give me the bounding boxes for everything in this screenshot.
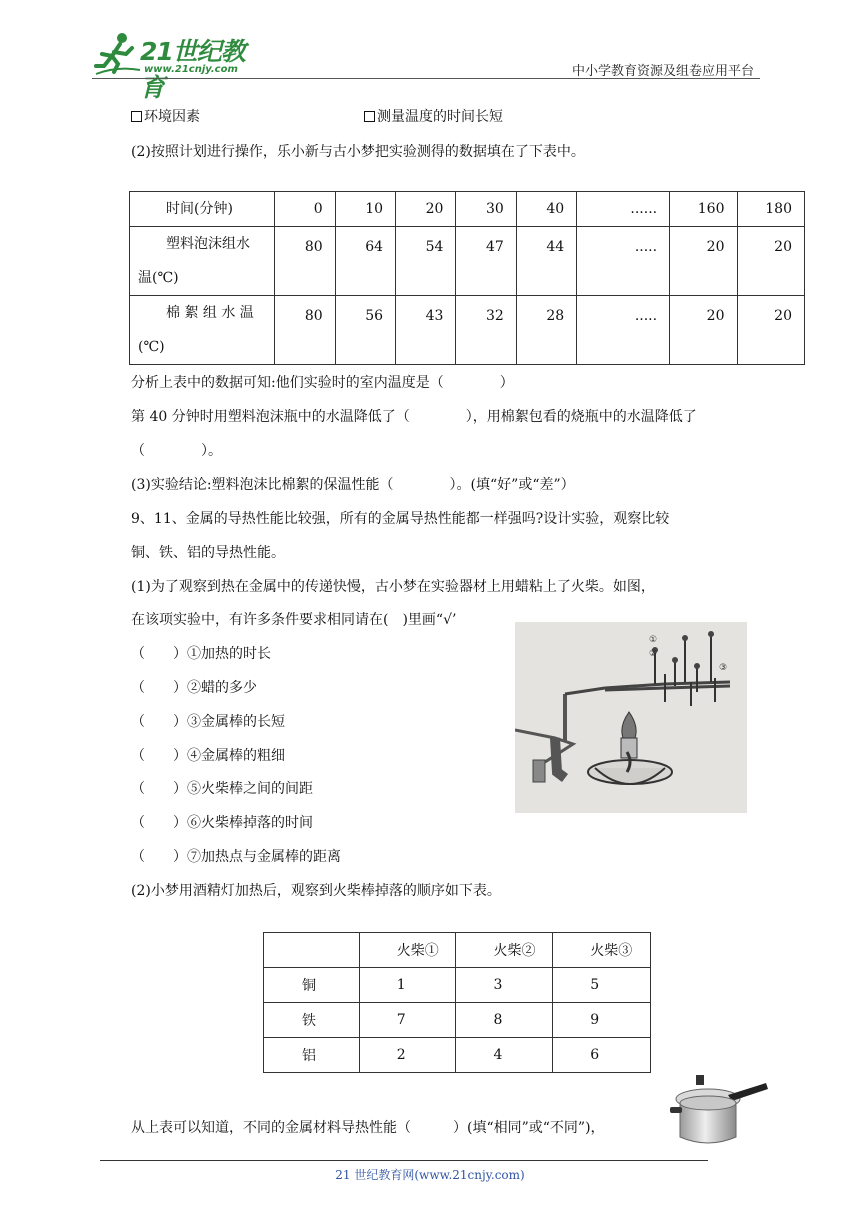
table-row	[130, 192, 805, 227]
experiment-photo	[515, 622, 747, 813]
table-header-cell: 火柴②	[456, 933, 553, 968]
q9-1-line1: (1)为了观察到热在金属中的传递快慢，古小梦在实验器材上用蜡粘上了火柴。如图，	[131, 579, 655, 595]
table-cell: 6	[553, 1038, 651, 1073]
table-row	[264, 968, 651, 1003]
condition-item: （ ）①加热的时长	[131, 646, 271, 662]
table-cell: ......	[577, 192, 670, 227]
checkbox-icon	[364, 111, 375, 122]
foam-row-label	[130, 227, 275, 296]
table-cell: 28	[516, 296, 576, 365]
table-cell: 8	[456, 1003, 553, 1038]
table-cell: 32	[456, 296, 516, 365]
pressure-cooker-icon	[668, 1073, 770, 1153]
table-cell: 54	[396, 227, 456, 296]
table-cell: 44	[516, 227, 576, 296]
table-row	[130, 227, 805, 296]
table-cell: 160	[670, 192, 737, 227]
analysis-room-temp: 分析上表中的数据可知:他们实验时的室内温度是（ ）	[131, 375, 514, 391]
q9-line1: 9、11、金属的导热性能比较强，所有的金属导热性能都一样强吗?设计实验，观察比较	[131, 511, 670, 527]
condition-item: （ ）④金属棒的粗细	[131, 748, 285, 764]
q9-1-line2: 在该项实验中，有许多条件要求相同请在( )里画“√’	[131, 612, 457, 628]
checkbox-icon	[131, 111, 142, 122]
metal-label: 铁	[264, 1003, 360, 1038]
table-cell: 20	[396, 192, 456, 227]
table-cell: 47	[456, 227, 516, 296]
table-cell: .....	[577, 296, 670, 365]
q9-2-intro: (2)小梦用酒精灯加热后，观察到火柴棒掉落的顺序如下表。	[131, 883, 501, 899]
table-cell: 40	[516, 192, 576, 227]
table-cell: 10	[335, 192, 395, 227]
cotton-row-label	[130, 296, 275, 365]
table-cell	[264, 933, 360, 968]
table-cell: 64	[335, 227, 395, 296]
conclusion: (3)实验结论:塑料泡沫比棉絮的保温性能（ ）。(填“好”或“差”）	[131, 477, 575, 493]
option-label: 测量温度的时间长短	[377, 109, 503, 125]
table-cell: 30	[456, 192, 516, 227]
condition-item: （ ）⑥火柴棒掉落的时间	[131, 815, 313, 831]
table-cell: 2	[359, 1038, 456, 1073]
logo-text: 21世纪教育	[140, 37, 245, 102]
metal-label: 铝	[264, 1038, 360, 1073]
option-label: 环境因素	[144, 109, 200, 125]
option-environment	[131, 106, 200, 126]
table-cell: 4	[456, 1038, 553, 1073]
table-header-cell: 火柴①	[359, 933, 456, 968]
cotton-label-line1: 棉 絮 组 水 温	[166, 305, 254, 321]
table-cell: 80	[275, 227, 335, 296]
foam-label-line2: 温(℃)	[138, 270, 179, 286]
footer-divider	[100, 1160, 708, 1161]
conclusion-different-metals: 从上表可以知道，不同的金属材料导热性能（ ）(填“相同”或“不同”)，	[131, 1120, 605, 1136]
site-logo	[92, 30, 267, 102]
table-cell: 1	[359, 968, 456, 1003]
runner-logo-icon	[92, 30, 142, 76]
table-header-cell: 火柴③	[553, 933, 651, 968]
table-row	[130, 296, 805, 365]
analysis-40min-cont: （ ）。	[131, 443, 222, 459]
table-cell: 80	[275, 296, 335, 365]
table-cell: 3	[456, 968, 553, 1003]
condition-item: （ ）⑤火柴棒之间的间距	[131, 781, 313, 797]
footer-text: 21 世纪教育网(www.21cnjy.com)	[335, 1168, 525, 1182]
table-cell: 20	[737, 227, 805, 296]
figure-label-1: ①	[649, 635, 658, 645]
table-cell: 5	[553, 968, 651, 1003]
time-header: 时间(分钟)	[130, 192, 275, 227]
condition-item: （ ）③金属棒的长短	[131, 714, 285, 730]
table-cell: 0	[275, 192, 335, 227]
table-cell: 7	[359, 1003, 456, 1038]
pressure-cooker-image	[668, 1073, 770, 1153]
header-divider	[92, 78, 760, 79]
figure-label-2: ②	[649, 649, 658, 659]
q9-line2: 铜、铁、铝的导热性能。	[131, 545, 285, 561]
figure-label-3: ③	[719, 663, 728, 673]
table-cell: 20	[670, 227, 737, 296]
match-order-table	[263, 932, 651, 1073]
logo-url: www.21cnjy.com	[144, 64, 238, 75]
table-cell: 20	[670, 296, 737, 365]
condition-item: （ ）②蜡的多少	[131, 680, 257, 696]
temperature-table	[129, 191, 805, 365]
table-cell: 20	[737, 296, 805, 365]
metal-label: 铜	[264, 968, 360, 1003]
table-cell: 56	[335, 296, 395, 365]
table-cell: 9	[553, 1003, 651, 1038]
q2-intro: (2)按照计划进行操作，乐小新与古小梦把实验测得的数据填在了下表中。	[131, 144, 585, 160]
foam-label-line1: 塑料泡沫组水	[166, 236, 250, 252]
option-measure-time	[364, 106, 503, 126]
platform-title: 中小学教育资源及组卷应用平台	[571, 64, 754, 79]
table-cell: 180	[737, 192, 805, 227]
condition-item: （ ）⑦加热点与金属棒的距离	[131, 849, 341, 865]
table-row	[264, 933, 651, 968]
table-row	[264, 1003, 651, 1038]
table-row	[264, 1038, 651, 1073]
table-cell: .....	[577, 227, 670, 296]
table-cell: 43	[396, 296, 456, 365]
cotton-label-line2: (℃)	[138, 339, 165, 355]
analysis-40min: 第 40 分钟时用塑料泡沫瓶中的水温降低了（ ），用棉絮包看的烧瓶中的水温降低了	[131, 409, 697, 425]
alcohol-lamp-apparatus-illustration	[515, 622, 747, 813]
